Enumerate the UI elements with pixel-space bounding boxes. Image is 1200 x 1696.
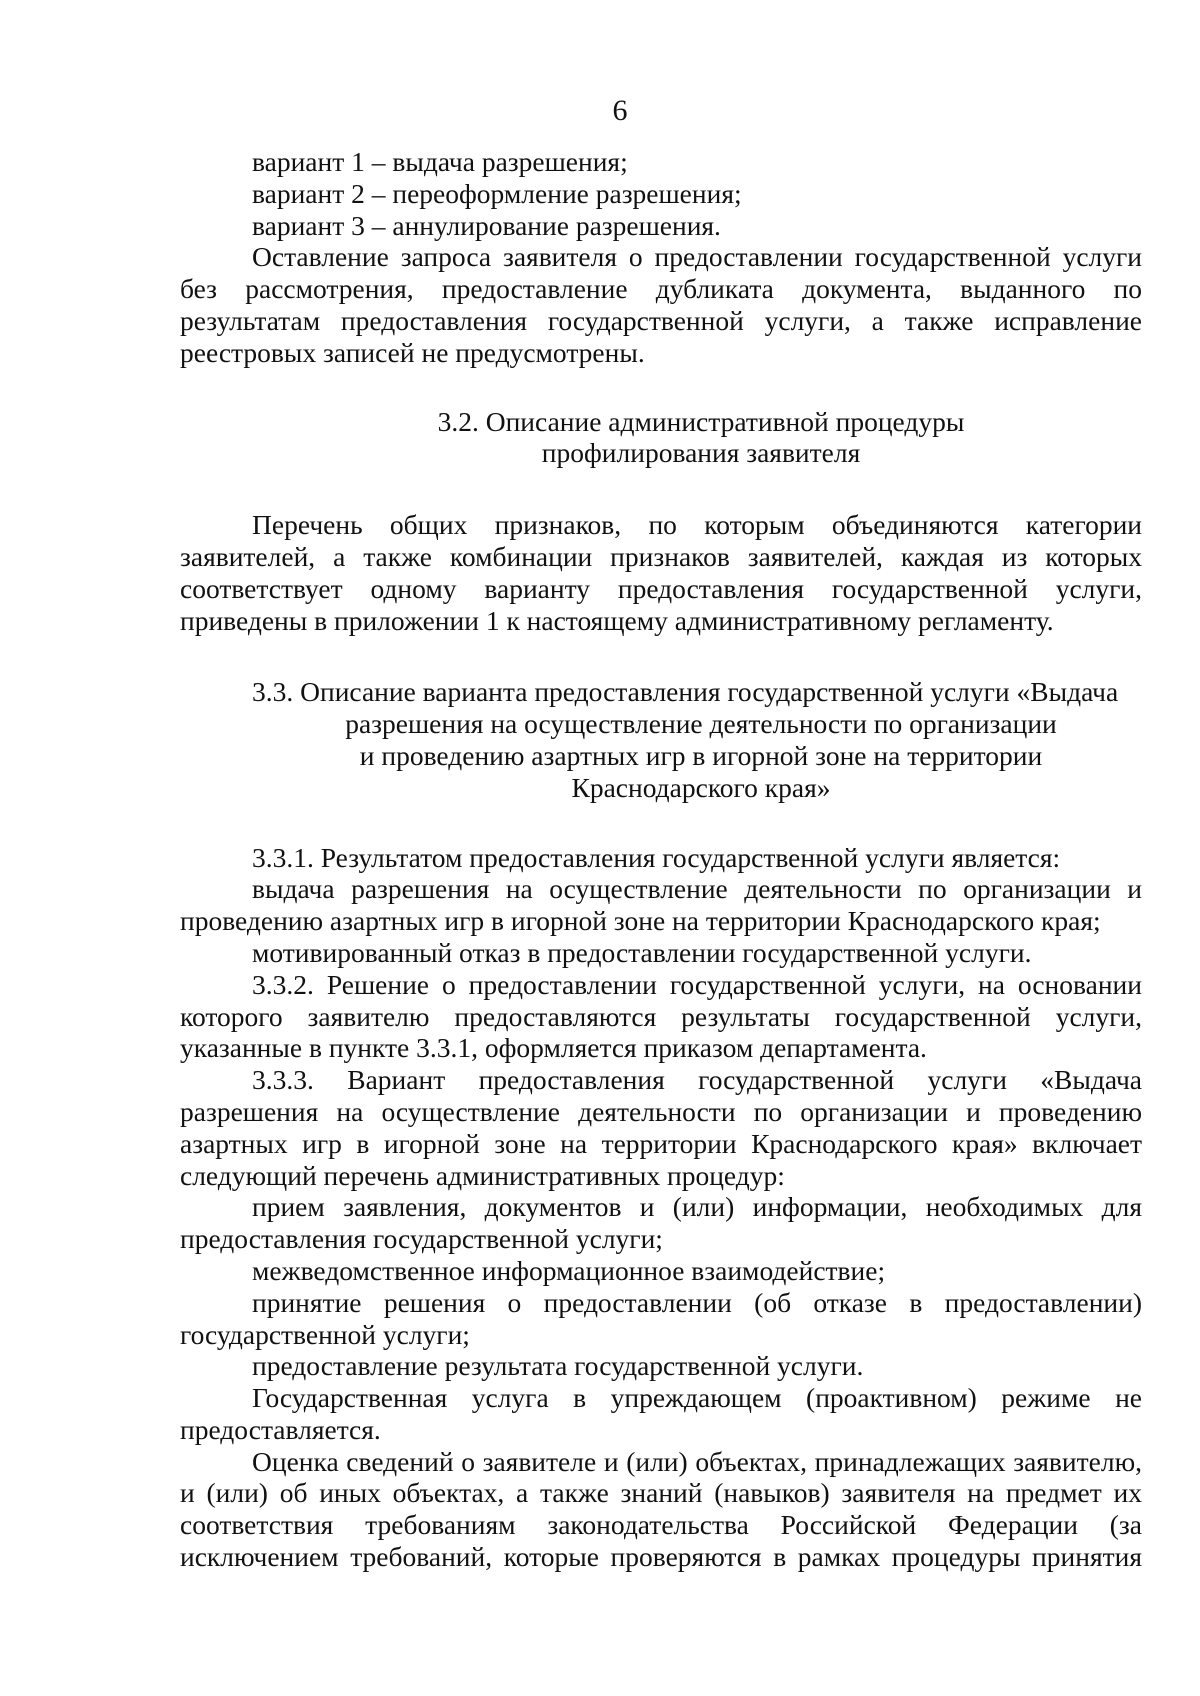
- procedure-item: принятие решения о предоставлении (об отказе в предоставлении) государственной услуги;: [180, 1286, 1142, 1350]
- section-3-2-heading-line2: профилирования заявителя: [541, 437, 861, 469]
- paragraph-not-provided: Оставление запроса заявителя о предоставлении государственной услуги без рассмотрения, предоставление дубликата документа, выданного по результатам предоставления государственной услуги, а также исправление реестровых записей не предусмотрены.: [180, 241, 1142, 368]
- section-3-3-heading-line3: и проведению азартных игр в игорной зоне на территории: [359, 739, 1043, 771]
- paragraph-3-3-3: 3.3.3. Вариант предоставления государственной услуги «Выдача разрешения на осуществление деятельности по организации и проведению азартных игр в игорной зоне на территории Краснодарского края» включает следующий перечень административных процедур:: [180, 1064, 1142, 1191]
- variant-item: вариант 2 – переоформление разрешения;: [252, 177, 742, 209]
- section-3-2-paragraph: Перечень общих признаков, по которым объединяются категории заявителей, а также комбинации признаков заявителей, каждая из которых соответствует одному варианту предоставления государственной услуги, приведены в приложении 1 к настоящему административному регламенту.: [180, 509, 1142, 636]
- intro-block: [180, 146, 1142, 1573]
- section-3-3-heading-line1: 3.3. Описание варианта предоставления государственной услуги «Выдача: [252, 676, 1119, 708]
- result-item: мотивированный отказ в предоставлении государственной услуги.: [252, 936, 1032, 968]
- paragraph-assessment: Оценка сведений о заявителе и (или) объектах, принадлежащих заявителю, и (или) об иных объектах, а также знаний (навыков) заявителя на предмет их соответствия требованиям законодательства Российской Федерации (за исключением требований, которые проверяются в рамках процедуры принятия: [180, 1445, 1142, 1573]
- section-3-3-heading-line4: Краснодарского края»: [571, 771, 831, 803]
- section-3-2-heading-line1: 3.2. Описание административной процедуры: [437, 405, 965, 437]
- paragraph-3-3-2: 3.3.2. Решение о предоставлении государственной услуги, на основании которого заявителю предоставляются результаты государственной услуги, указанные в пункте 3.3.1, оформляется приказом департамента.: [180, 968, 1142, 1064]
- procedure-item: предоставление результата государственной услуги.: [252, 1350, 864, 1382]
- paragraph-proactive: Государственная услуга в упреждающем (проактивном) режиме не предоставляется.: [180, 1382, 1142, 1445]
- section-3-3-heading-line2: разрешения на осуществление деятельности по организации: [345, 708, 1057, 740]
- result-item: выдача разрешения на осуществление деятельности по организации и проведению азартных игр в игорной зоне на территории Краснодарского края;: [180, 873, 1142, 937]
- procedure-item: межведомственное информационное взаимодействие;: [252, 1254, 886, 1286]
- paragraph-3-3-1: 3.3.1. Результатом предоставления государственной услуги является:: [252, 841, 1061, 873]
- procedure-item: прием заявления, документов и (или) информации, необходимых для предоставления государственной услуги;: [180, 1191, 1142, 1255]
- variant-item: вариант 3 – аннулирование разрешения.: [252, 209, 721, 241]
- variant-item: вариант 1 – выдача разрешения;: [252, 146, 628, 177]
- page-number: 6: [612, 94, 628, 127]
